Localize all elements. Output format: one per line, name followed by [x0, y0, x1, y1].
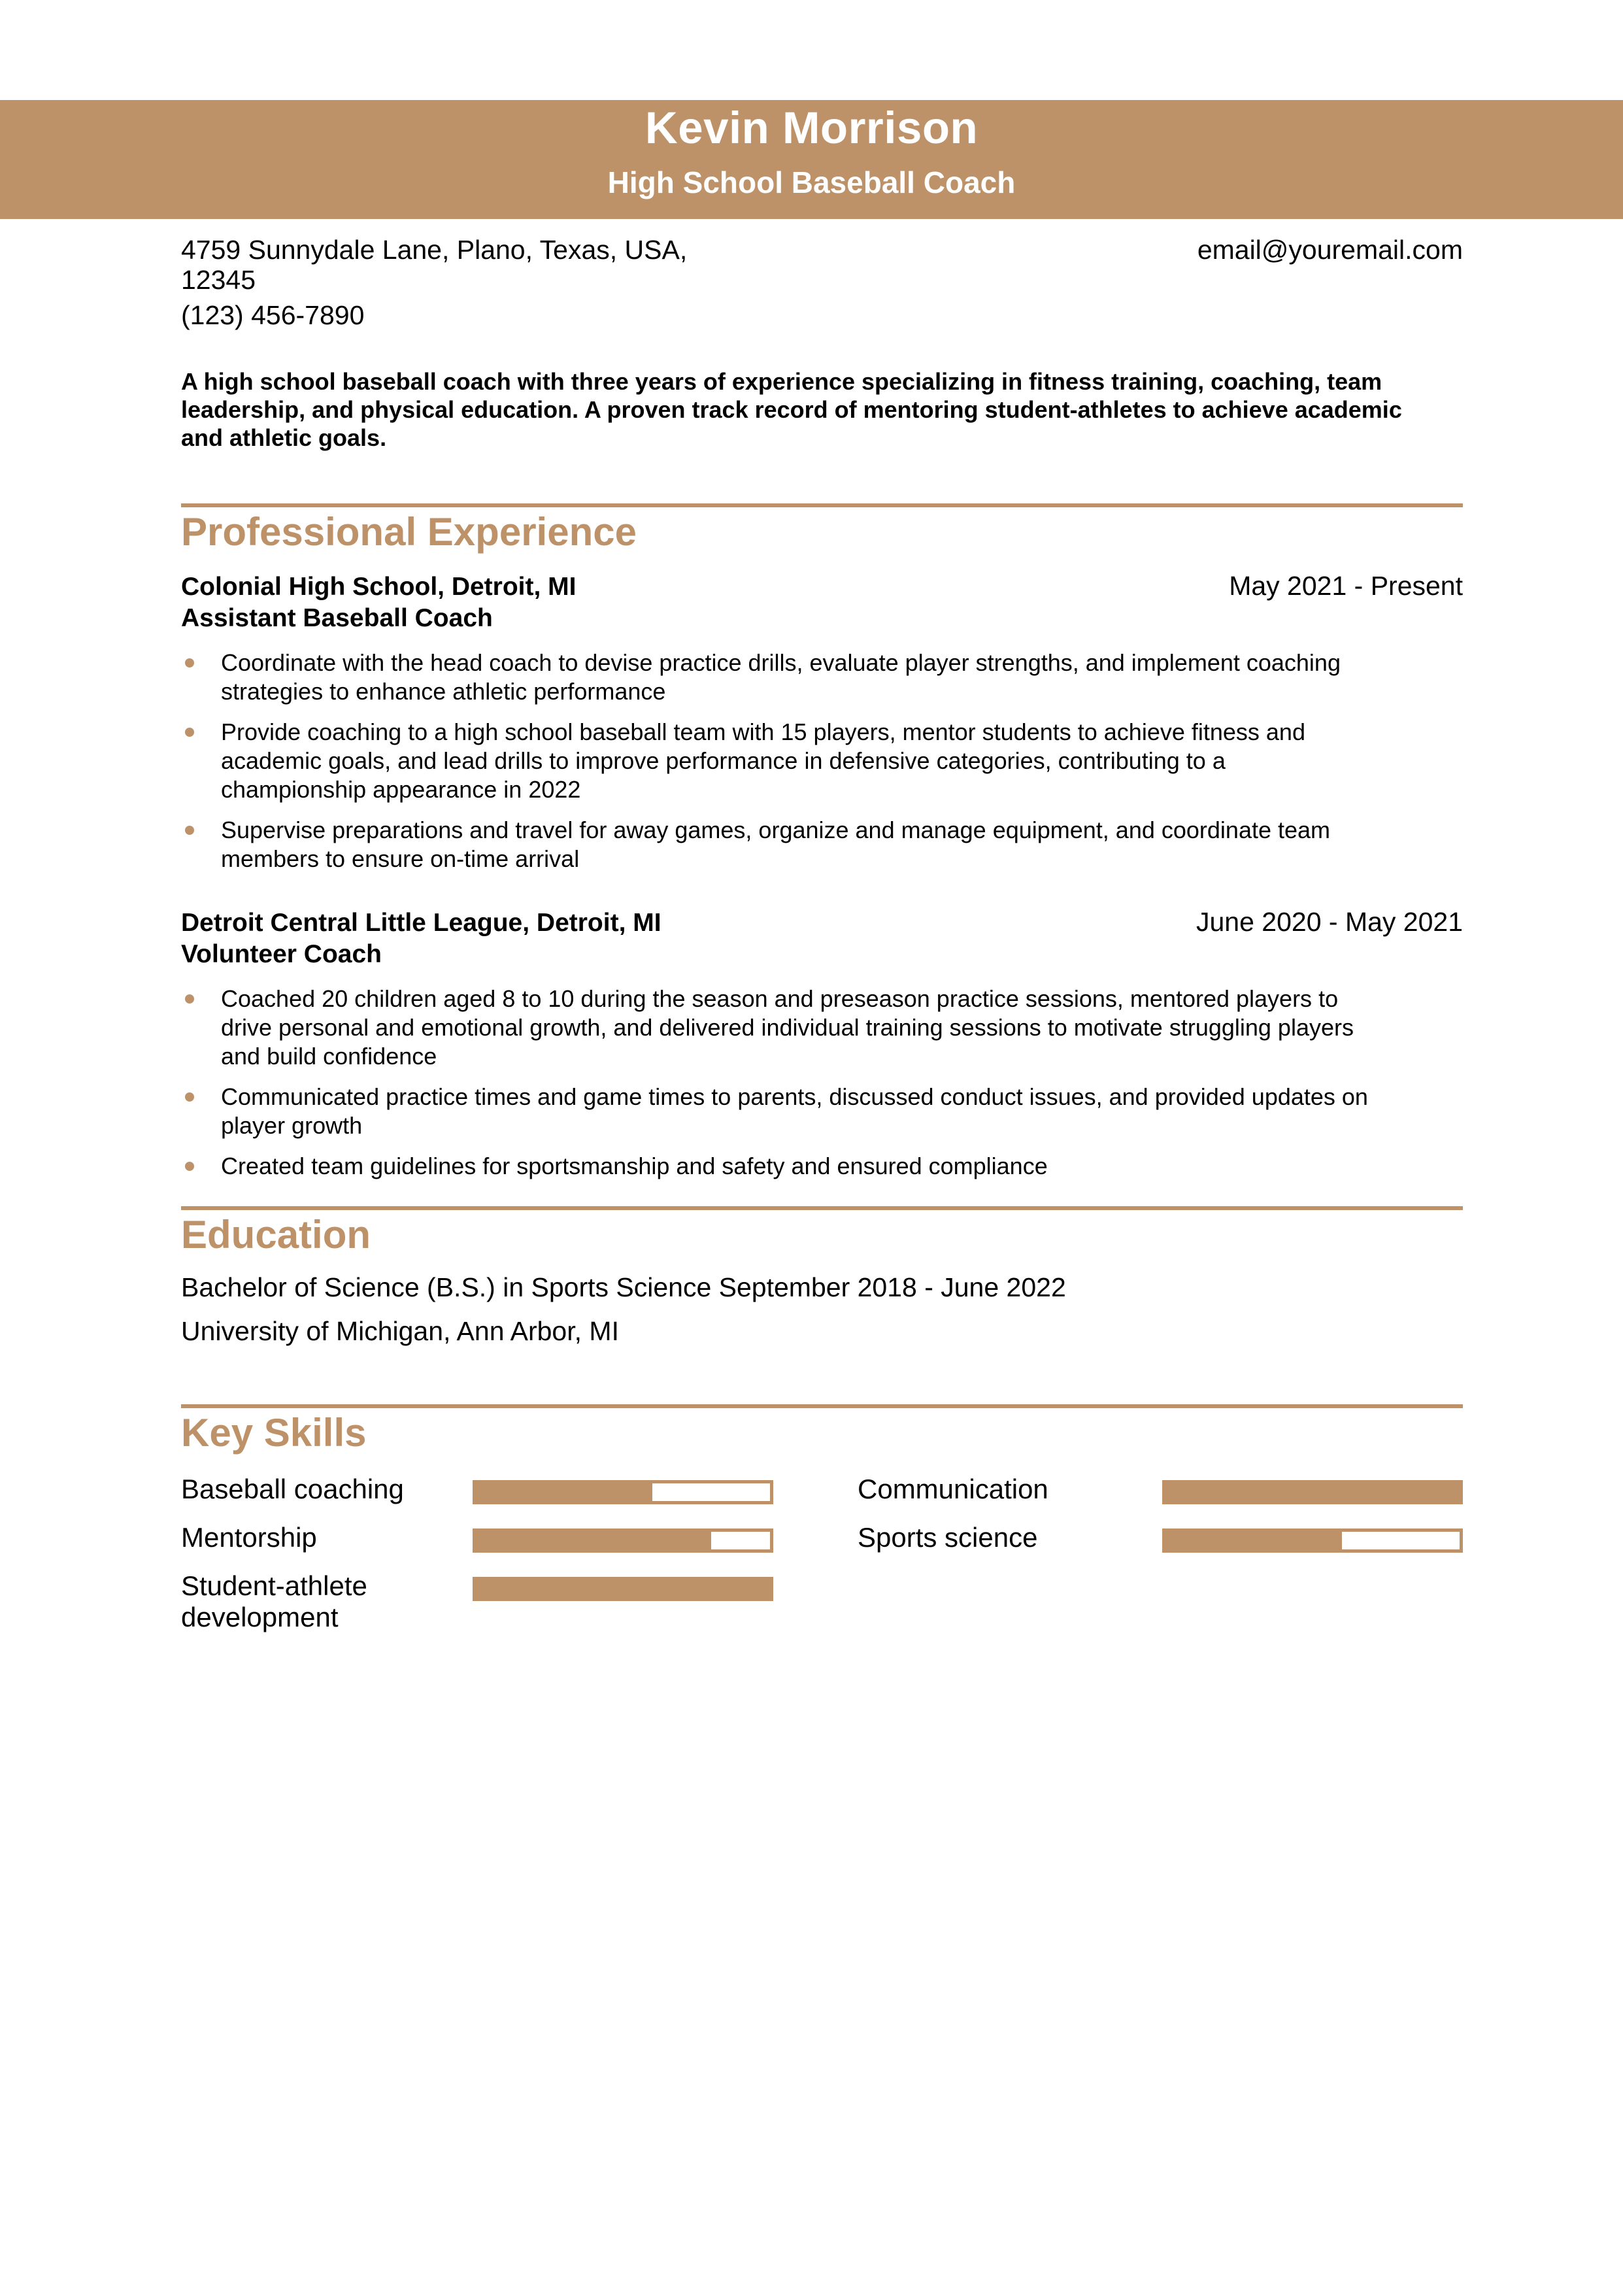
person-job-title: High School Baseball Coach [607, 165, 1016, 199]
skills-section [181, 1474, 1463, 1650]
skills-column-left [181, 1474, 773, 1650]
skill-label: Mentorship [181, 1522, 317, 1553]
job-header [181, 906, 1463, 939]
email-address: email@youremail.com [1197, 235, 1463, 265]
job-bullet: Provide coaching to a high school baseball team with 15 players, mentor students to achieve fitness and academic goals, and lead drills to improve performance in defensive categories, contributing to a championship appearance in 2022 [181, 718, 1371, 804]
section-divider [181, 503, 1463, 507]
skill-bar [473, 1528, 773, 1553]
skill-row [181, 1570, 773, 1633]
job-bullet-list [181, 649, 1463, 873]
job-role: Assistant Baseball Coach [181, 604, 493, 632]
skill-row [181, 1474, 773, 1505]
skill-bar-fill [476, 1532, 711, 1549]
skill-bar-fill [1165, 1483, 1460, 1501]
skills-column-right [858, 1474, 1463, 1650]
section-heading-skills: Key Skills [181, 1411, 367, 1455]
content-column [181, 235, 1463, 1650]
skill-bar [1162, 1480, 1463, 1504]
header-band [0, 100, 1623, 219]
skill-bar [473, 1577, 773, 1601]
skill-bar [1162, 1528, 1463, 1553]
skill-bar-fill [476, 1483, 652, 1501]
job-bullet: Coached 20 children aged 8 to 10 during the season and preseason practice sessions, mentored players to drive personal and emotional growth, and delivered individual training sessions to motivate struggling players and build confidence [181, 985, 1371, 1071]
address-line2: 12345 [181, 265, 256, 295]
job-bullet: Communicated practice times and game times to parents, discussed conduct issues, and provided updates on player growth [181, 1083, 1371, 1140]
skill-row [858, 1522, 1463, 1553]
section-divider [181, 1404, 1463, 1408]
skill-label: Communication [858, 1474, 1048, 1504]
person-name: Kevin Morrison [644, 103, 979, 153]
job-header [181, 570, 1463, 603]
company-name: Detroit Central Little League, Detroit, MI [181, 909, 661, 937]
skill-bar-fill [476, 1580, 770, 1598]
education-degree: Bachelor of Science (B.S.) in Sports Science September 2018 - June 2022 [181, 1272, 1066, 1302]
address-line1: 4759 Sunnydale Lane, Plano, Texas, USA, [181, 235, 688, 265]
job-dates: May 2021 - Present [1229, 571, 1463, 601]
skill-label: Sports science [858, 1522, 1038, 1553]
section-divider [181, 1206, 1463, 1210]
contact-section [181, 235, 1463, 330]
phone-number: (123) 456-7890 [181, 300, 365, 330]
job-dates: June 2020 - May 2021 [1196, 907, 1463, 937]
job-bullet: Supervise preparations and travel for away games, organize and manage equipment, and coordinate team members to ensure on-time arrival [181, 816, 1371, 873]
skill-label: Baseball coaching [181, 1474, 404, 1504]
section-heading-experience: Professional Experience [181, 510, 637, 554]
skill-row [858, 1474, 1463, 1505]
job-entry [181, 570, 1463, 873]
job-bullet: Created team guidelines for sportsmanship and safety and ensured compliance [181, 1152, 1371, 1181]
job-bullet-list [181, 985, 1463, 1181]
professional-summary: A high school baseball coach with three years of experience specializing in fitness training, coaching, team leadership, and physical education. A proven track record of mentoring student-athletes to achieve academic and athletic goals. [181, 368, 1402, 451]
skill-label: Student-athlete development [181, 1570, 367, 1632]
skill-bar [473, 1480, 773, 1504]
skill-bar-fill [1165, 1532, 1342, 1549]
section-heading-education: Education [181, 1213, 371, 1257]
education-school: University of Michigan, Ann Arbor, MI [181, 1316, 619, 1346]
job-role: Volunteer Coach [181, 940, 382, 968]
job-entry [181, 906, 1463, 1181]
address [181, 235, 717, 295]
company-name: Colonial High School, Detroit, MI [181, 573, 577, 601]
job-bullet: Coordinate with the head coach to devise practice drills, evaluate player strengths, and implement coaching strategies to enhance athletic performance [181, 649, 1371, 706]
skill-row [181, 1522, 773, 1553]
contact-left-block [181, 235, 717, 330]
